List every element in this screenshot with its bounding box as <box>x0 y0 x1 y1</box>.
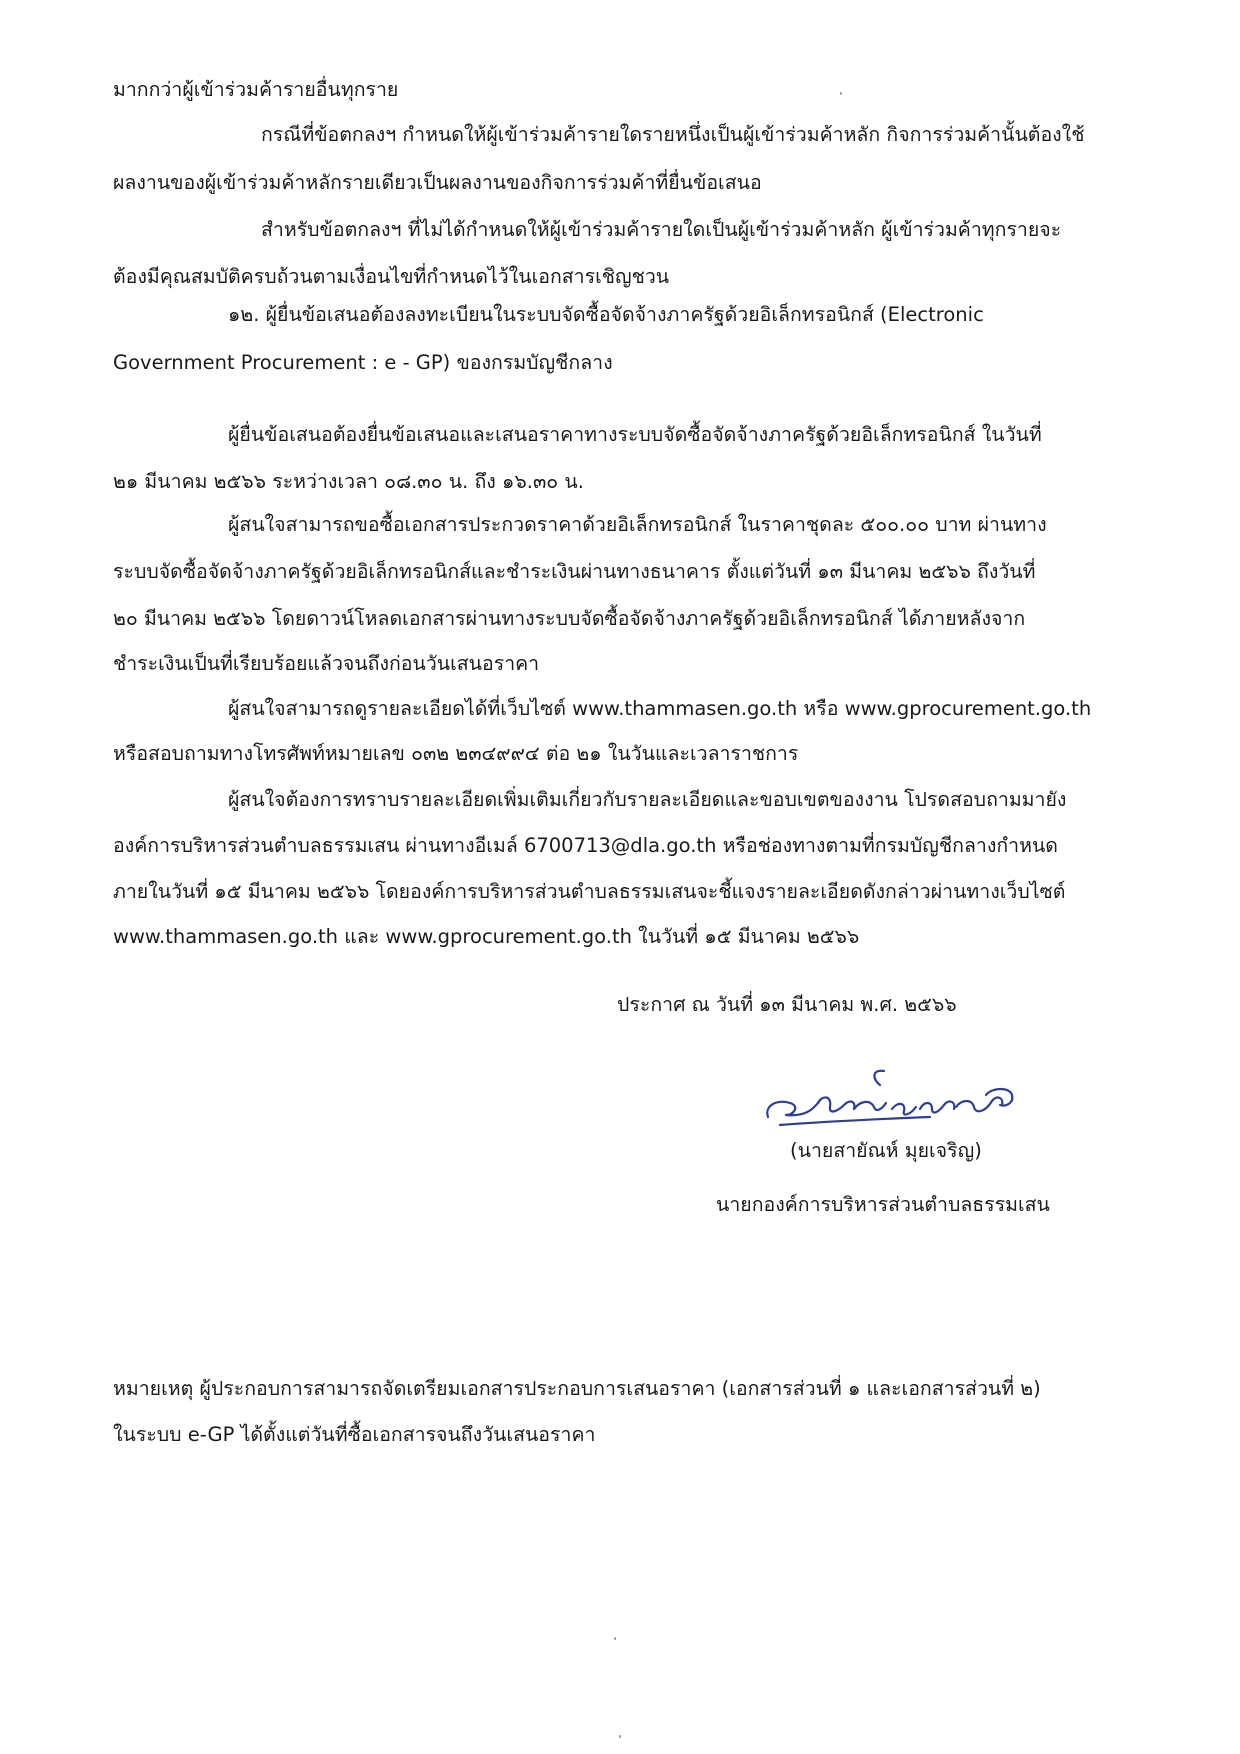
purchase-line: ผู้สนใจสามารถขอซื้อเอกสารประกวดราคาด้วยอิเล็กทรอนิกส์ ในราคาชุดละ ๕๐๐.๐๐ บาท ผ่านทาง <box>228 513 1047 536</box>
inquiry-line: www.thammasen.go.th และ www.gprocurement.go.th ในวันที่ ๑๕ มีนาคม ๒๕๖๖ <box>113 925 860 948</box>
signatory-position: นายกองค์การบริหารส่วนตำบลธรรมเสน <box>716 1193 1050 1216</box>
inquiry-line: ผู้สนใจต้องการทราบรายละเอียดเพิ่มเติมเกี่ยวกับรายละเอียดและขอบเขตของงาน โปรดสอบถามมายัง <box>228 788 1067 811</box>
note-line: หมายเหตุ ผู้ประกอบการสามารถจัดเตรียมเอกสารประกอบการเสนอราคา (เอกสารส่วนที่ ๑ และเอกสารส่วนที่ ๒) <box>113 1377 1041 1400</box>
website-line: ผู้สนใจสามารถดูรายละเอียดได้ที่เว็บไซต์ www.thammasen.go.th หรือ www.gprocurement.go.th <box>228 697 1092 720</box>
inquiry-line: ภายในวันที่ ๑๕ มีนาคม ๒๕๖๖ โดยองค์การบริหารส่วนตำบลธรรมเสนจะชี้แจงรายละเอียดดังกล่าวผ่านทางเว็บไซต์ <box>113 880 1066 903</box>
note-line: ในระบบ e-GP ได้ตั้งแต่วันที่ซื้อเอกสารจนถึงวันเสนอราคา <box>113 1423 596 1446</box>
purchase-line: ๒๐ มีนาคม ๒๕๖๖ โดยดาวน์โหลดเอกสารผ่านทางระบบจัดซื้อจัดจ้างภาครัฐด้วยอิเล็กทรอนิกส์ ได้ภายหลังจาก <box>113 607 1026 630</box>
inquiry-line: องค์การบริหารส่วนตำบลธรรมเสน ผ่านทางอีเมล์ 6700713@dla.go.th หรือช่องทางตามที่กรมบัญชีกลางกำหนด <box>113 834 1058 857</box>
purchase-line: ชำระเงินเป็นที่เรียบร้อยแล้วจนถึงก่อนวันเสนอราคา <box>113 652 540 675</box>
clause-12-line: ๑๒. ผู้ยื่นข้อเสนอต้องลงทะเบียนในระบบจัดซื้อจัดจ้างภาครัฐด้วยอิเล็กทรอนิกส์ (Electronic <box>228 303 984 326</box>
clause-12-line: Government Procurement : e - GP) ของกรมบัญชีกลาง <box>113 351 613 374</box>
purchase-line: ระบบจัดซื้อจัดจ้างภาครัฐด้วยอิเล็กทรอนิกส์และชำระเงินผ่านทางธนาคาร ตั้งแต่วันที่ ๑๓ มีนาคม ๒๕๖๖ ถึงวันที่ <box>113 560 1036 583</box>
handwritten-signature <box>760 1065 1040 1140</box>
announcement-date: ประกาศ ณ วันที่ ๑๓ มีนาคม พ.ศ. ๒๕๖๖ <box>617 993 957 1016</box>
body-line: ผลงานของผู้เข้าร่วมค้าหลักรายเดียวเป็นผลงานของกิจการร่วมค้าที่ยื่นข้อเสนอ <box>113 171 762 194</box>
body-line: กรณีที่ข้อตกลงฯ กำหนดให้ผู้เข้าร่วมค้ารายใดรายหนึ่งเป็นผู้เข้าร่วมค้าหลัก กิจการร่วมค้านั้นต้องใช้ <box>261 123 1085 146</box>
submission-line: ๒๑ มีนาคม ๒๕๖๖ ระหว่างเวลา ๐๘.๓๐ น. ถึง ๑๖.๓๐ น. <box>113 470 584 493</box>
signatory-name: (นายสายัณห์ มุยเจริญ) <box>790 1139 982 1162</box>
body-line: ต้องมีคุณสมบัติครบถ้วนตามเงื่อนไขที่กำหนดไว้ในเอกสารเชิญชวน <box>113 265 670 288</box>
website-line: หรือสอบถามทางโทรศัพท์หมายเลข ๐๓๒ ๒๓๔๙๙๔ ต่อ ๒๑ ในวันและเวลาราชการ <box>113 742 799 765</box>
body-line: มากกว่าผู้เข้าร่วมค้ารายอื่นทุกราย <box>113 78 399 101</box>
submission-line: ผู้ยื่นข้อเสนอต้องยื่นข้อเสนอและเสนอราคาทางระบบจัดซื้อจัดจ้างภาครัฐด้วยอิเล็กทรอนิกส์ ในวันที่ <box>228 423 1042 446</box>
body-line: สำหรับข้อตกลงฯ ที่ไม่ได้กำหนดให้ผู้เข้าร่วมค้ารายใดเป็นผู้เข้าร่วมค้าหลัก ผู้เข้าร่วมค้าทุกรายจะ <box>261 218 1062 241</box>
